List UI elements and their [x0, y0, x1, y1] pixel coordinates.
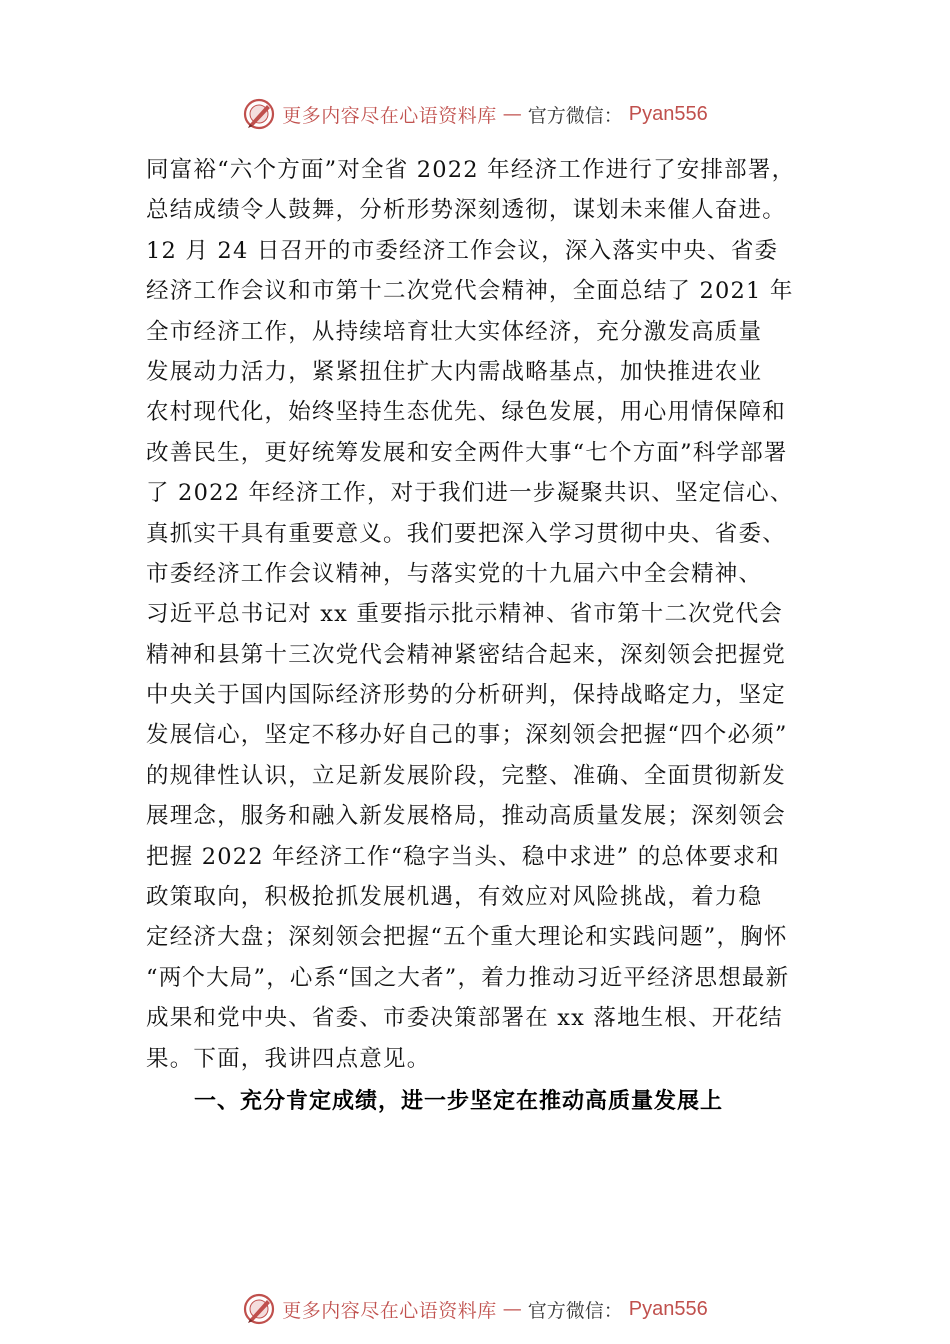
- body-line: 发展信心，坚定不移办好自己的事；深刻领会把握“四个必须”: [146, 722, 788, 749]
- document-body: [146, 150, 846, 1079]
- watermark-dash: —: [502, 1298, 522, 1320]
- header-watermark: [0, 94, 950, 134]
- body-line: 全市经济工作，从持续培育壮大实体经济，充分激发高质量: [146, 318, 763, 345]
- body-line: “两个大局”，心系“国之大者”，着力推动习近平经济思想最新: [146, 964, 790, 991]
- body-line: 发展动力活力，紧紧扭住扩大内需战略基点，加快推进农业: [146, 358, 763, 385]
- body-line: 中央关于国内国际经济形势的分析研判，保持战略定力，坚定: [146, 682, 786, 709]
- body-line: 的规律性认识，立足新发展阶段，完整、准确、全面贯彻新发: [146, 762, 786, 789]
- watermark-text: 更多内容尽在心语资料库: [282, 104, 497, 127]
- watermark-text: 更多内容尽在心语资料库: [282, 1299, 497, 1322]
- pen-seal-icon: [242, 97, 276, 131]
- watermark-dash: —: [502, 103, 522, 125]
- body-line: 精神和县第十三次党代会精神紧密结合起来，深刻领会把握党: [146, 641, 786, 668]
- body-line: 展理念，服务和融入新发展格局，推动高质量发展；深刻领会: [146, 803, 786, 830]
- body-line: 改善民生，更好统筹发展和安全两件大事“七个方面”科学部署: [146, 439, 788, 466]
- body-line: 同富裕“六个方面”对全省 2022 年经济工作进行了安排部署，: [146, 157, 796, 183]
- body-line: 成果和党中央、省委、市委决策部署在 xx 落地生根、开花结: [146, 1005, 783, 1032]
- body-line: 农村现代化，始终坚持生态优先、绿色发展，用心用情保障和: [146, 399, 786, 426]
- body-line: 习近平总书记对 xx 重要指示批示精神、省市第十二次党代会: [146, 601, 783, 628]
- body-line: 12 月 24 日召开的市委经济工作会议，深入落实中央、省委: [146, 237, 779, 264]
- body-line: 真抓实干具有重要意义。我们要把深入学习贯彻中央、省委、: [146, 520, 786, 547]
- body-line: 定经济大盘；深刻领会把握“五个重大理论和实践问题”，胸怀: [146, 924, 788, 951]
- watermark-official-label: 官方微信：: [527, 104, 623, 127]
- body-line: 把握 2022 年经济工作“稳字当头、稳中求进” 的总体要求和: [146, 843, 780, 870]
- pen-seal-icon: [242, 1292, 276, 1326]
- body-line: 市委经济工作会议精神，与落实党的十九届六中全会精神、: [146, 560, 763, 587]
- body-line: 经济工作会议和市第十二次党代会精神，全面总结了 2021 年: [146, 278, 794, 305]
- watermark-official-label: 官方微信：: [527, 1299, 623, 1322]
- body-line: 政策取向，积极抢抓发展机遇，有效应对风险挑战，着力稳: [146, 884, 763, 911]
- section-heading: 一、充分肯定成绩，进一步坚定在推动高质量发展上: [194, 1089, 724, 1114]
- watermark-wechat-id: Pyan556: [628, 102, 708, 125]
- body-line: 了 2022 年经济工作，对于我们进一步凝聚共识、坚定信心、: [146, 480, 794, 507]
- footer-watermark: [0, 1289, 950, 1329]
- body-line: 总结成绩令人鼓舞，分析形势深刻透彻，谋划未来催人奋进。: [146, 197, 786, 224]
- body-line: 果。下面，我讲四点意见。: [146, 1045, 431, 1072]
- watermark-wechat-id: Pyan556: [628, 1297, 708, 1320]
